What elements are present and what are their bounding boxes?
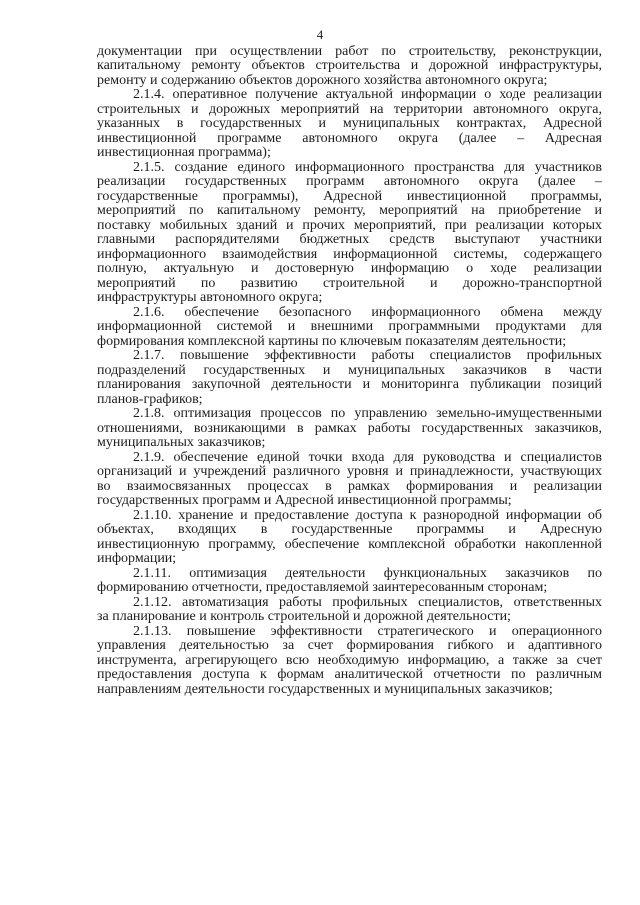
text-line: мероприятий по капитальному ремонту, мероприятий на приобретение и	[97, 203, 602, 219]
text-line: 2.1.9. обеспечение единой точки входа для руководства и специалистов	[133, 449, 602, 465]
paragraph-2-1-4	[97, 88, 602, 161]
paragraph-2-1-10	[97, 509, 602, 567]
text-line: указанных в государственных и муниципальных контрактах, Адресной	[97, 116, 602, 132]
text-line: 2.1.12. автоматизация работы профильных специалистов, ответственных	[133, 594, 602, 610]
text-line: реализации государственных программ автономного округа (далее –	[97, 174, 602, 190]
text-line: государственных программ и Адресной инвестиционной программы;	[97, 493, 512, 509]
text-line: планирования закупочной деятельности и мониторинга публикации позиций	[97, 377, 602, 393]
text-line: инвестиционную программу, обеспечение комплексной обработки накопленной	[97, 536, 602, 552]
text-line: мероприятий по развитию строительной и дорожно-транспортной	[97, 275, 602, 291]
paragraph-2-1-5	[97, 161, 602, 306]
text-line: подразделений государственных и муниципальных заказчиков в части	[97, 362, 602, 378]
text-line: формированию отчетности, предоставляемой заинтересованным сторонам;	[97, 580, 548, 596]
text-line: документации при осуществлении работ по строительству, реконструкции,	[97, 43, 602, 59]
text-line: 2.1.11. оптимизация деятельности функциональных заказчиков по	[133, 565, 602, 581]
text-line: предоставления доступа к формам аналитической отчетности по различным	[97, 667, 602, 683]
text-line: во взаимосвязанных процессах в рамках формирования и реализации	[97, 478, 602, 494]
text-line: главными распорядителями бюджетных средств выступают участники	[97, 232, 602, 248]
text-line: направлениям деятельности государственных и муниципальных заказчиков;	[97, 681, 553, 697]
text-line: информационной системой и внешними программными продуктами для	[97, 319, 602, 335]
paragraph-2-1-8	[97, 407, 602, 451]
paragraph-2-1-7	[97, 349, 602, 407]
text-line: управления деятельностью за счет формирования гибкого и адаптивного	[97, 638, 602, 654]
paragraph-2-1-11	[97, 567, 602, 596]
paragraph-continuation	[97, 45, 602, 89]
text-line: поставку мобильных зданий и прочих мероприятий, при реализации которых	[97, 217, 602, 233]
text-line: муниципальных заказчиков;	[97, 435, 266, 451]
text-line: инструмента, агрегирующего всю необходимую информацию, а также за счет	[97, 652, 602, 668]
document-body	[97, 45, 602, 698]
text-line: отношениями, возникающими в рамках работы государственных заказчиков,	[97, 420, 602, 436]
text-line: инвестиционная программа);	[97, 145, 271, 161]
text-line: 2.1.10. хранение и предоставление доступа к разнородной информации об	[133, 507, 602, 523]
text-line: капитальному ремонту объектов строительства и дорожной инфраструктуры,	[97, 58, 602, 74]
text-line: формирования комплексной картины по ключевым показателям деятельности;	[97, 333, 567, 349]
text-line: ремонту и содержанию объектов дорожного хозяйства автономного округа;	[97, 72, 548, 88]
text-line: 2.1.13. повышение эффективности стратегического и операционного	[133, 623, 602, 639]
paragraph-2-1-9	[97, 451, 602, 509]
text-line: планов-графиков;	[97, 391, 203, 407]
text-line: за планирование и контроль строительной и дорожной деятельности;	[97, 609, 511, 625]
text-line: инфраструктуры автономного округа;	[97, 290, 323, 306]
text-line: информационного взаимодействия информационной системы, содержащего	[97, 246, 602, 262]
text-line: объектах, входящих в государственные программы и Адресную	[97, 522, 602, 538]
paragraph-2-1-6	[97, 306, 602, 350]
paragraph-2-1-12	[97, 596, 602, 625]
text-line: полную, актуальную и достоверную информацию о ходе реализации	[97, 261, 602, 277]
text-line: 2.1.7. повышение эффективности работы специалистов профильных	[133, 348, 602, 364]
text-line: 2.1.6. обеспечение безопасного информационного обмена между	[133, 304, 602, 320]
page-number: 4	[316, 27, 324, 42]
text-line: информации;	[97, 551, 177, 567]
text-line: государственные программы), Адресной инвестиционной программы,	[97, 188, 602, 204]
text-line: организаций и учреждений различного уровня и принадлежности, участвующих	[97, 464, 602, 480]
text-line: 2.1.8. оптимизация процессов по управлению земельно-имущественными	[133, 406, 602, 422]
text-line: строительных и дорожных мероприятий на территории автономного округа,	[97, 101, 602, 117]
paragraph-2-1-13	[97, 625, 602, 698]
text-line: 2.1.4. оперативное получение актуальной информации о ходе реализации	[133, 87, 602, 103]
text-line: инвестиционной программе автономного округа (далее – Адресная	[97, 130, 602, 146]
text-line: 2.1.5. создание единого информационного пространства для участников	[133, 159, 602, 175]
